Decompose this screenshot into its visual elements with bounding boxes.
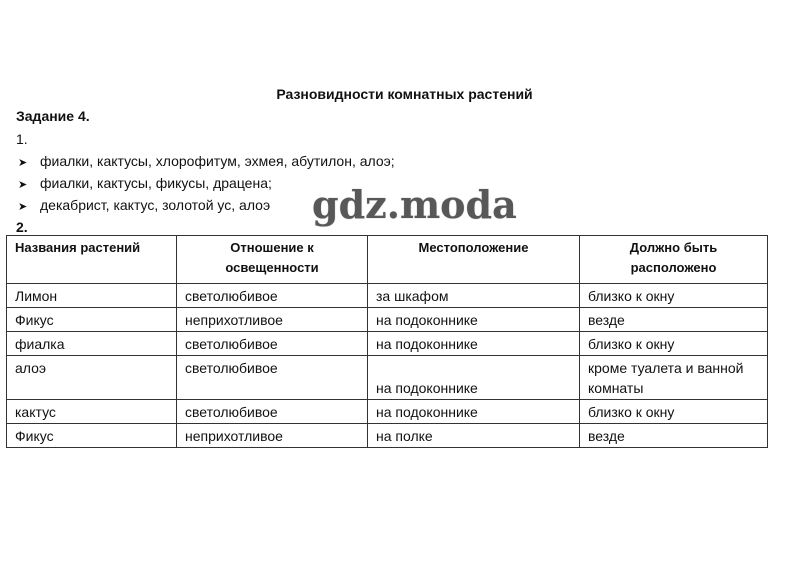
- column-header: Местоположение: [368, 236, 580, 284]
- table-row: [7, 308, 768, 332]
- table-cell: на подоконнике: [368, 332, 580, 356]
- arrow-bullet-icon: ➤: [18, 179, 28, 191]
- table-row: [7, 424, 768, 448]
- bullet-item: [18, 152, 395, 172]
- bullet-text: фиалки, кактусы, фикусы, драцена;: [40, 175, 272, 191]
- table-row: [7, 400, 768, 424]
- table-cell: светолюбивое: [177, 332, 368, 356]
- table-row: [7, 284, 768, 308]
- item-1-number: 1.: [16, 131, 28, 147]
- table-cell: близко к окну: [580, 332, 768, 356]
- item-2-number: 2.: [16, 219, 28, 235]
- table-cell: близко к окну: [580, 284, 768, 308]
- table-row: [7, 332, 768, 356]
- watermark-logo: gdz.moda: [312, 182, 517, 227]
- table-header-row: [7, 236, 768, 284]
- table-cell: алоэ: [7, 356, 177, 400]
- bullet-text: фиалки, кактусы, хлорофитум, эхмея, абутилон, алоэ;: [40, 153, 395, 169]
- table-cell: близко к окну: [580, 400, 768, 424]
- table-cell: фиалка: [7, 332, 177, 356]
- page-title: Разновидности комнатных растений: [276, 86, 533, 102]
- bullet-item: [18, 174, 272, 194]
- table-cell: светолюбивое: [177, 400, 368, 424]
- bullet-item: [18, 196, 270, 216]
- arrow-bullet-icon: ➤: [18, 201, 28, 213]
- bullet-text: декабрист, кактус, золотой ус, алоэ: [40, 197, 271, 213]
- table-cell: Фикус: [7, 308, 177, 332]
- table-cell: Лимон: [7, 284, 177, 308]
- table-cell: неприхотливое: [177, 424, 368, 448]
- table-cell: кроме туалета и ванной комнаты: [580, 356, 768, 400]
- task-heading: Задание 4.: [16, 108, 90, 124]
- table-cell: везде: [580, 308, 768, 332]
- table-cell: неприхотливое: [177, 308, 368, 332]
- column-header: Отношение к освещенности: [177, 236, 368, 284]
- column-header: Должно быть расположено: [580, 236, 768, 284]
- table-cell: везде: [580, 424, 768, 448]
- table-cell: на подоконнике: [368, 308, 580, 332]
- table-cell: на полке: [368, 424, 580, 448]
- table-cell: [368, 356, 580, 400]
- table-cell: кактус: [7, 400, 177, 424]
- plants-table: [6, 235, 768, 448]
- arrow-bullet-icon: ➤: [18, 157, 28, 169]
- table-cell: светолюбивое: [177, 284, 368, 308]
- column-header: Названия растений: [7, 236, 177, 284]
- table-cell: светолюбивое: [177, 356, 368, 400]
- cell-text: на подоконнике: [376, 380, 478, 396]
- table-cell: на подоконнике: [368, 400, 580, 424]
- cell-spacer: [376, 358, 571, 378]
- table-cell: Фикус: [7, 424, 177, 448]
- table-row: [7, 356, 768, 400]
- table-cell: за шкафом: [368, 284, 580, 308]
